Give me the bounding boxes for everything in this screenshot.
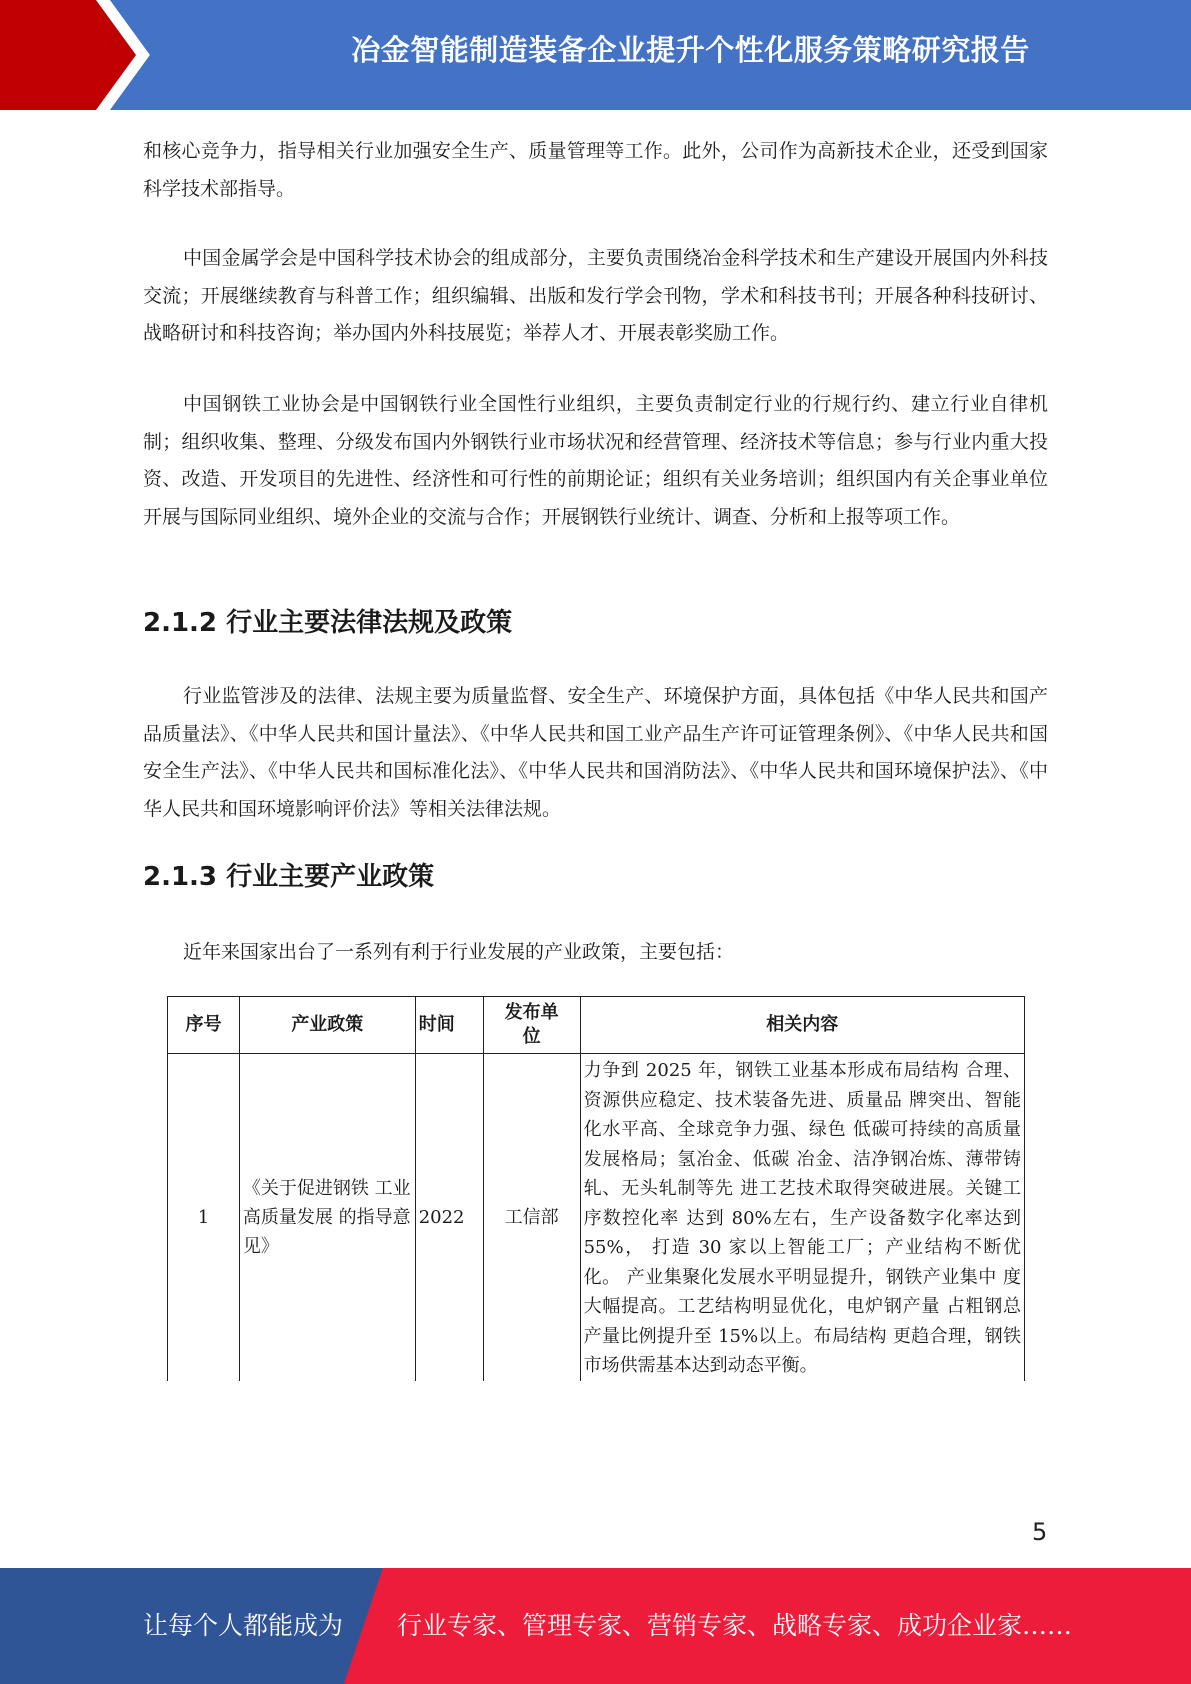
paragraph-laws (143, 678, 1048, 828)
column-header-no: 序号 (168, 997, 240, 1054)
section-heading: 2.1.3 行业主要产业政策 (143, 862, 435, 892)
footer-slogan-right: 行业专家、管理专家、营销专家、战略专家、成功企业家…… (397, 1611, 1073, 1640)
cell-policy: 《关于促进钢铁 工业高质量发展 的指导意见》 (239, 1054, 415, 1382)
report-title: 冶金智能制造装备企业提升个性化服务策略研究报告 (351, 33, 1030, 67)
column-header-time: 时间 (415, 997, 483, 1054)
cell-no: 1 (168, 1054, 240, 1382)
section-heading-2-1-2 (143, 603, 1048, 643)
body-paragraph: 和核心竞争力，指导相关行业加强安全生产、质量管理等工作。此外，公司作为高新技术企业，还受到国家科学技术部指导。 (143, 140, 1048, 200)
footer-slogan-left: 让每个人都能成为 (143, 1611, 344, 1640)
column-header-policy: 产业政策 (239, 997, 415, 1054)
column-header-content: 相关内容 (580, 997, 1024, 1054)
section-heading-2-1-3 (143, 857, 1048, 897)
column-header-issuer: 发布单位 (483, 997, 580, 1054)
paragraph-steel-association (143, 386, 1048, 536)
page-number: 5 (1032, 1518, 1048, 1546)
body-paragraph: 近年来国家出台了一系列有利于行业发展的产业政策，主要包括： (183, 941, 735, 963)
cell-time: 2022 (415, 1054, 483, 1382)
body-paragraph: 中国金属学会是中国科学技术协会的组成部分，主要负责围绕冶金科学技术和生产建设开展国内外科技交流；开展继续教育与科普工作；组织编辑、出版和发行学会刊物，学术和科技书刊；开展各种科技研讨、战略研讨和科技咨询；举办国内外科技展览；举荐人才、开展表彰奖励工作。 (143, 247, 1048, 344)
body-paragraph: 中国钢铁工业协会是中国钢铁行业全国性行业组织，主要负责制定行业的行规行约、建立行业自律机制；组织收集、整理、分级发布国内外钢铁行业市场状况和经营管理、经济技术等信息；参与行业内重大投资、改造、开发项目的先进性、经济性和可行性的前期论证；组织有关业务培训；组织国内有关企事业单位开展与国际同业组织、境外企业的交流与合作；开展钢铁行业统计、调查、分析和上报等项工作。 (143, 393, 1048, 528)
paragraph-metal-society (143, 240, 1048, 353)
cell-content: 力争到 2025 年，钢铁工业基本形成布局结构 合理、资源供应稳定、技术装备先进、质量品 牌突出、智能化水平高、全球竞争力强、绿色 低碳可持续的高质量发展格局；氢冶金、低碳 冶金、洁净钢冶炼、薄带铸轧、无头轧制等先 进工艺技术取得突破进展。关键工序数控化率 达到 80%左右，生产设备数字化率达到 55%， 打造 30 家以上智能工厂；产业结构不断优化。 产业集聚化发展水平明显提升，钢铁产业集中 度大幅提高。工艺结构明显优化，电炉钢产量 占粗钢总产量比例提升至 15%以上。布局结构 更趋合理，钢铁市场供需基本达到动态平衡。 (580, 1054, 1024, 1382)
table-row (168, 1054, 1025, 1382)
policy-table (167, 996, 1025, 1381)
cell-issuer: 工信部 (483, 1054, 580, 1382)
table-header-row (168, 997, 1025, 1054)
page-header (0, 0, 1191, 110)
body-paragraph: 行业监管涉及的法律、法规主要为质量监督、安全生产、环境保护方面，具体包括《中华人民共和国产品质量法》、《中华人民共和国计量法》、《中华人民共和国工业产品生产许可证管理条例》、《中华人民共和国安全生产法》、《中华人民共和国标准化法》、《中华人民共和国消防法》、《中华人民共和国环境保护法》、《中华人民共和国环境影响评价法》等相关法律法规。 (143, 685, 1048, 820)
paragraph-policy-intro (143, 934, 1048, 972)
paragraph-continued (143, 133, 1048, 208)
section-heading: 2.1.2 行业主要法律法规及政策 (143, 608, 513, 638)
page-footer (0, 1568, 1191, 1684)
